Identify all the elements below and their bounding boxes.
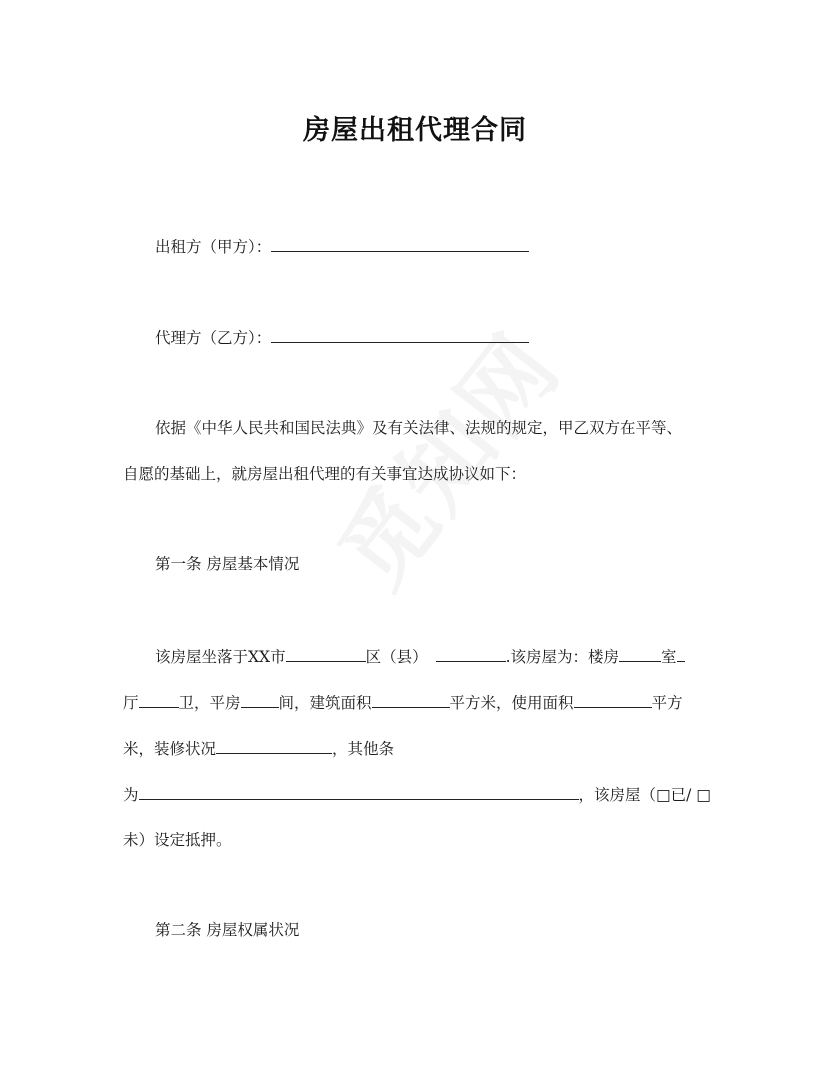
other-terms-text: ，其他条 (332, 740, 395, 758)
intro-line-1: 依据《中华人民共和国民法典》及有关法律、法规的规定，甲乙双方在平等、 (155, 419, 683, 437)
article-1-line-1 (155, 646, 685, 667)
district-text: 区（县） (365, 648, 428, 666)
mortgage-text: ，该房屋（□已/ □ (578, 786, 711, 804)
use-area-blank (574, 692, 652, 708)
other-terms-prefix: 为 (123, 786, 139, 804)
article-1-line-4 (123, 784, 711, 805)
rooms-blank (619, 646, 661, 662)
hall-text: 厅 (123, 694, 139, 712)
location-text: 该房屋坐落于XX市 (155, 648, 286, 666)
build-area-blank (372, 692, 450, 708)
decoration-blank (216, 738, 332, 754)
sqm-text: 平方 (651, 694, 683, 712)
party-b-row (155, 327, 529, 348)
article-1-line-2 (123, 692, 683, 713)
room-text: 室 (661, 648, 677, 666)
build-area-text: 间，建筑面积 (278, 694, 372, 712)
other-terms-blank (139, 784, 579, 800)
party-b-blank (271, 327, 529, 343)
hall-blank-start (677, 646, 685, 662)
article-2-heading: 第二条 房屋权属状况 (155, 921, 300, 939)
district-blank (436, 646, 506, 662)
party-a-label: 出租方（甲方）： (155, 238, 272, 256)
party-a-row (155, 236, 529, 257)
party-a-blank (271, 236, 529, 252)
decoration-text: 米，装修状况 (123, 740, 217, 758)
watermark (303, 302, 584, 610)
page-title: 房屋出租代理合同 (303, 115, 527, 146)
intro-line-2: 自愿的基础上，就房屋出租代理的有关事宜达成协议如下： (123, 465, 527, 483)
article-1-line-5: 未）设定抵押。 (123, 831, 232, 849)
bungalow-text: 卫，平房 (178, 694, 241, 712)
building-type-text: .该房屋为：楼房 (505, 648, 620, 666)
city-blank (286, 646, 366, 662)
article-1-line-3 (123, 738, 394, 759)
bungalow-rooms-blank (241, 692, 279, 708)
bath-blank (139, 692, 179, 708)
use-area-text: 平方米，使用面积 (449, 694, 574, 712)
article-1-heading: 第一条 房屋基本情况 (155, 555, 300, 573)
party-b-label: 代理方（乙方）： (155, 329, 272, 347)
